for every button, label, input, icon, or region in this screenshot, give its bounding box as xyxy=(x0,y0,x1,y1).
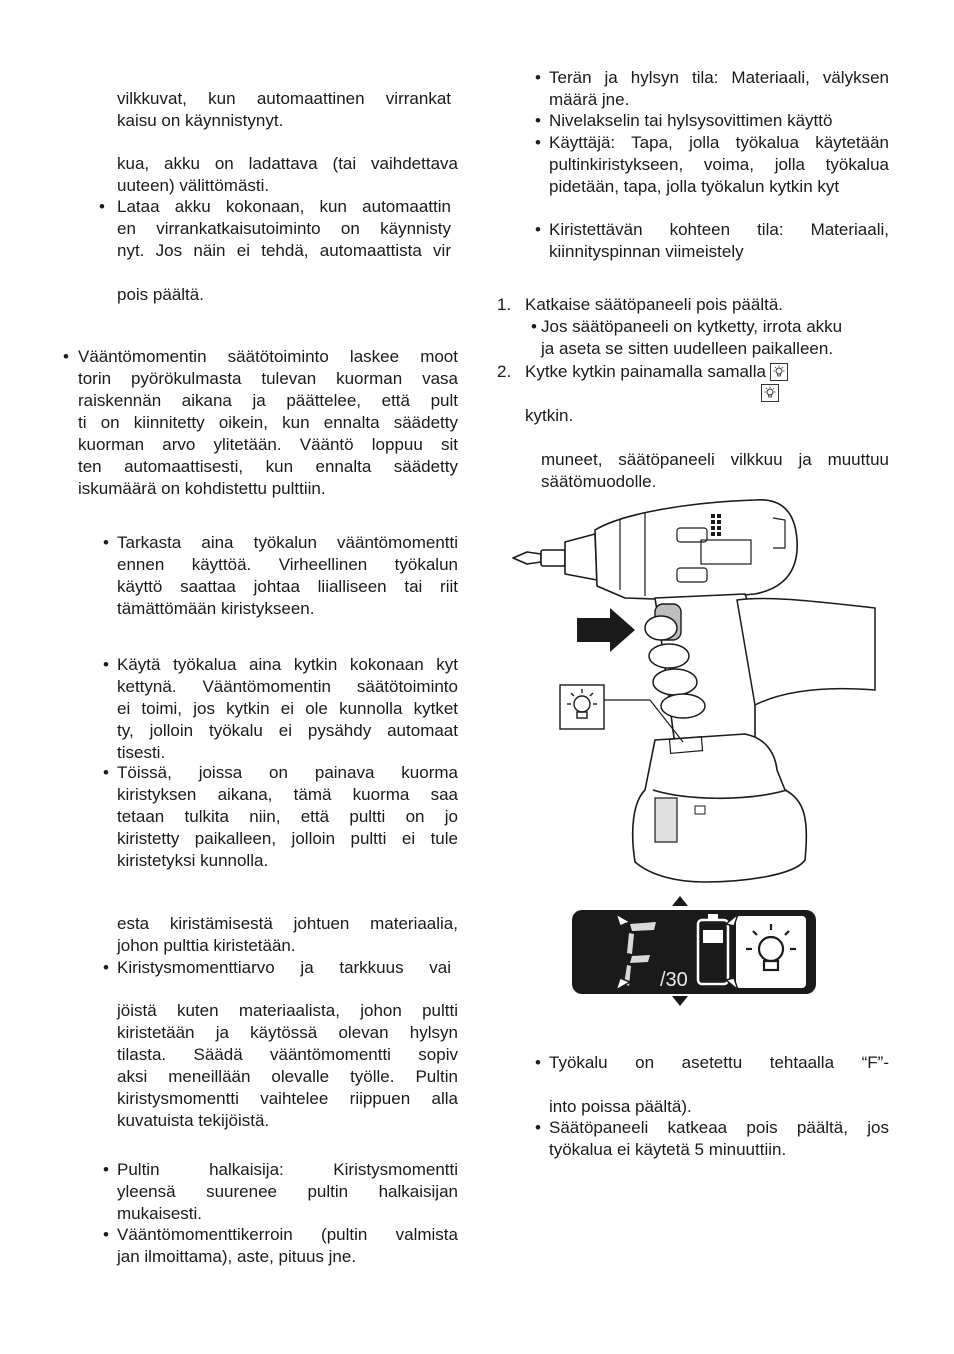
control-panel-diagram xyxy=(568,894,820,1008)
step-2-kytkin: kytkin. xyxy=(525,406,574,425)
bullet-check-torque: • Tarkasta aina työkalun vääntömomentti ennen käyttöä. Virheellinen työkalun käyttö saattaa johtaa liialliseen tai riit tämättömään kiristykseen. xyxy=(103,533,458,618)
bullet-bolt-diameter: • Pultin halkaisija: Kiristysmomentti yleensä suurenee pultin halkaisijan mukaisesti. xyxy=(103,1160,458,1223)
step-1: 1. Katkaise säätöpaneeli pois päältä. xyxy=(497,295,784,314)
counter-text: /30 xyxy=(660,969,688,991)
bullet-bit-condition: • Terän ja hylsyn tila: Materiaali, välyksen määrä jne. xyxy=(535,68,889,109)
step-1-bullet: • Jos säätöpaneeli on kytketty, irrota akku ja aseta se sitten uudelleen paikalleen. xyxy=(531,317,843,358)
step-2: 2. Kytke kytkin painamalla samalla xyxy=(497,361,897,383)
lamp-icon-inline-2 xyxy=(761,382,779,404)
bullet-heavy-load: • Töissä, joissa on painava kuorma kiristyksen aikana, tämä kuorma saa tetaan tulkita niin, että pultti on jo kiristetty paikalleen, jolloin pultti ei tule kiristetyksi kunnolla. xyxy=(103,763,458,870)
torque-function-description: • Vääntömomentin säätötoiminto laskee moot torin pyörökulmasta tulevan kuorman vasa raiskennän aikana ja päättelee, että pult ti on kiinnitetty oikein, kun ennalta säädetty kuorman arvo ylitetään. Vääntö loppuu sit ten automaattisesti, kun ennalta säädetty iskumäärä on kohdistettu pulttiin. xyxy=(63,347,458,498)
impact-driver-illustration xyxy=(505,490,895,890)
material-damage-text: esta kiristämisestä johtuen materiaalia, johon pulttia kiristetään. xyxy=(117,914,458,955)
step-2-result: muneet, säätöpaneeli vilkkuu ja muuttuu säätömuodolle. xyxy=(541,450,889,491)
battery-charge-text: kua, akku on ladattava (tai vaihdettava uuteen) välittömästi. xyxy=(117,154,458,195)
bullet-trigger-fully: • Käytä työkalua aina kytkin kokonaan kyt kettynä. Vääntömomentin säätötoiminto ei toimi, jos kytkin ei ole kunnolla kytket ty, jolloin työkalu ei pysähdy automaat tisesti. xyxy=(103,655,458,762)
bullet-panel-timeout: • Säätöpaneeli katkeaa pois päältä, jos työkalua ei käytetä 5 minuuttiin. xyxy=(535,1118,889,1159)
torque-factors-text: jöistä kuten materiaalista, johon pultti kiristetään ja käytössä olevan hylsyn tilasta. Säädä vääntömomentti sopiv aksi meneillään olevalle työlle. Pultin kiristysmomentti vaihtelee riippuen alla kuvatuista tekijöistä. xyxy=(117,1001,458,1130)
bullet-workpiece: • Kiristettävän kohteen tila: Materiaali, kiinnityspinnan viimeistely xyxy=(535,220,889,261)
auto-shutoff-text: vilkkuvat, kun automaattinen virrankat kaisu on käynnistynyt. xyxy=(117,89,451,130)
bullet-torque-coefficient: • Vääntömomenttikerroin (pultin valmista jan ilmoittama), aste, pituus jne. xyxy=(103,1225,458,1266)
pois-paalta-text: pois päältä. xyxy=(117,285,204,304)
lamp-icon xyxy=(770,363,788,381)
bullet-operator: • Käyttäjä: Tapa, jolla työkalua käytetään pultinkiristykseen, voima, jolla työkalua pidetään, tapa, jolla työkalun kytkin kyt xyxy=(535,133,889,196)
bullet-factory-setting: • Työkalu on asetettu tehtaalla “F”- xyxy=(535,1053,889,1072)
bullet-charge-fully: • Lataa akku kokonaan, kun automaattin en virrankatkaisutoiminto on käynnisty nyt. Jos näin ei tehdä, automaattista vir xyxy=(99,197,451,260)
bullet-universal-joint: • Nivelakselin tai hylsysovittimen käyttö xyxy=(535,111,833,130)
bullet-torque-value: • Kiristysmomenttiarvo ja tarkkuus vai xyxy=(103,958,451,977)
factory-setting-end: into poissa päältä). xyxy=(549,1097,692,1116)
